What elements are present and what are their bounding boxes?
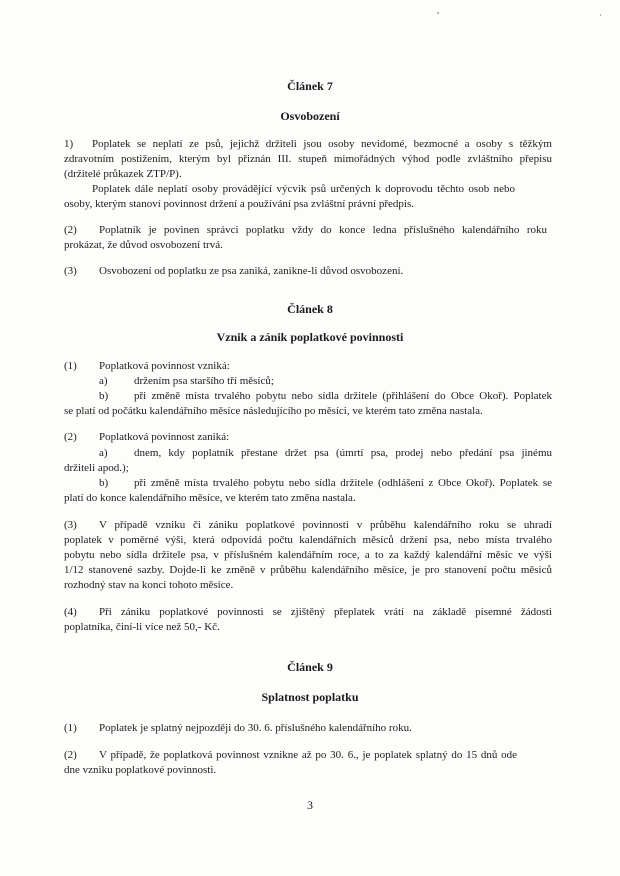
paragraph-line: Osvobození od poplatku ze psa zaniká, zanikne-li důvod osvobození. [99,265,404,277]
paragraph-line: Poplatek dále neplatí osoby provádějící výcvik psů určených k doprovodu těchto osob nebo [92,183,515,195]
paragraph-line: Poplatková povinnost vzniká: [99,360,230,372]
paragraph-line: rozhodný stav na konci tohoto měsíce. [64,579,234,591]
paragraph-number: (2) [64,749,77,761]
article-7-title: Článek 7 [287,79,333,93]
paragraph-line: osoby, kterým stanoví povinnost držení a používání psa zvláštní právní předpis. [64,198,414,210]
paragraph-line: pobytu nebo sídla držitele psa, v příslušném kalendářním roce, a to za každý kalendářní měsíc ve výši [64,549,552,561]
article-8-title: Článek 8 [287,302,333,316]
paragraph-number: (1) [64,722,77,734]
paragraph-line: při změně místa trvalého pobytu nebo sídla držitele (přihlášení do Obce Okoř). Poplatek [134,390,552,402]
paragraph-line: poplatníka, činí-li více než 50,- Kč. [64,621,220,633]
article-9-heading: Splatnost poplatku [261,690,359,704]
paragraph-number: 1) [64,138,74,150]
paragraph-line: držiteli apod.); [64,462,129,474]
paragraph-line: Poplatek se neplatí ze psů, jejichž držiteli jsou osoby nevidomé, bezmocné a osoby s těžkým [92,138,552,150]
scan-speck [600,14,601,16]
paragraph-line: dne vzniku poplatkové povinnosti. [64,764,217,776]
paragraph-line: Poplatková povinnost zaniká: [99,431,230,443]
article-8-heading: Vznik a zánik poplatkové povinnosti [216,330,404,344]
paragraph-line: platí do konce kalendářního měsíce, ve kterém tato změna nastala. [64,492,356,504]
paragraph-number: (4) [64,606,77,618]
paragraph-number: (1) [64,360,77,372]
paragraph-line: 1/12 stanovené sazby. Dojde-li ke změně v průběhu kalendářního měsíce, je pro stanovení počtu měsíců [64,564,552,576]
paragraph-line: zdravotním postižením, kterým byl přiznán III. stupeň mimořádných výhod podle zvláštního přepisu [64,153,552,165]
paragraph-line: (držitelé průkazek ZTP/P). [64,168,182,180]
list-marker: b) [99,477,109,489]
paragraph-line: Při zániku poplatkové povinnosti se zjištěný přeplatek vrátí na základě písemné žádosti [99,606,552,618]
paragraph-line: prokázat, že důvod osvobození trvá. [64,239,223,251]
article-7-heading: Osvobození [280,109,340,123]
page-number: 3 [307,798,313,812]
paragraph-number: (3) [64,519,77,531]
paragraph-line: při změně místa trvalého pobytu nebo sídla držitele (odhlášení z Obce Okoř). Poplatek se [134,477,552,489]
list-marker: a) [99,375,108,387]
paragraph-line: se platí od počátku kalendářního měsíce následujícího po měsíci, ve kterém tato změna nastala. [64,405,483,417]
paragraph-line: Poplatník je povinen správci poplatku vždy do konce ledna příslušného kalendářního roku [99,224,547,236]
paragraph-line: V případě vzniku či zániku poplatkové povinnosti v průběhu kalendářního roku se uhradí [99,519,552,531]
paragraph-line: držením psa staršího tří měsíců; [134,375,274,387]
paragraph-line: dnem, kdy poplatník přestane držet psa (úmrtí psa, prodej nebo předání psa jinému [134,447,552,459]
article-9-title: Článek 9 [287,660,333,674]
scan-speck [437,12,439,14]
list-marker: a) [99,447,108,459]
paragraph-number: (2) [64,431,77,443]
list-marker: b) [99,390,109,402]
paragraph-number: (3) [64,265,77,277]
paragraph-line: poplatek v poměrné výši, která odpovídá počtu kalendářních měsíců držení psa, nebo místa trvalého [64,534,552,546]
paragraph-number: (2) [64,224,77,236]
paragraph-line: V případě, že poplatková povinnost vznikne až po 30. 6., je poplatek splatný do 15 dnů ode [99,749,517,761]
paragraph-line: Poplatek je splatný nejpozději do 30. 6. příslušného kalendářního roku. [99,722,412,734]
